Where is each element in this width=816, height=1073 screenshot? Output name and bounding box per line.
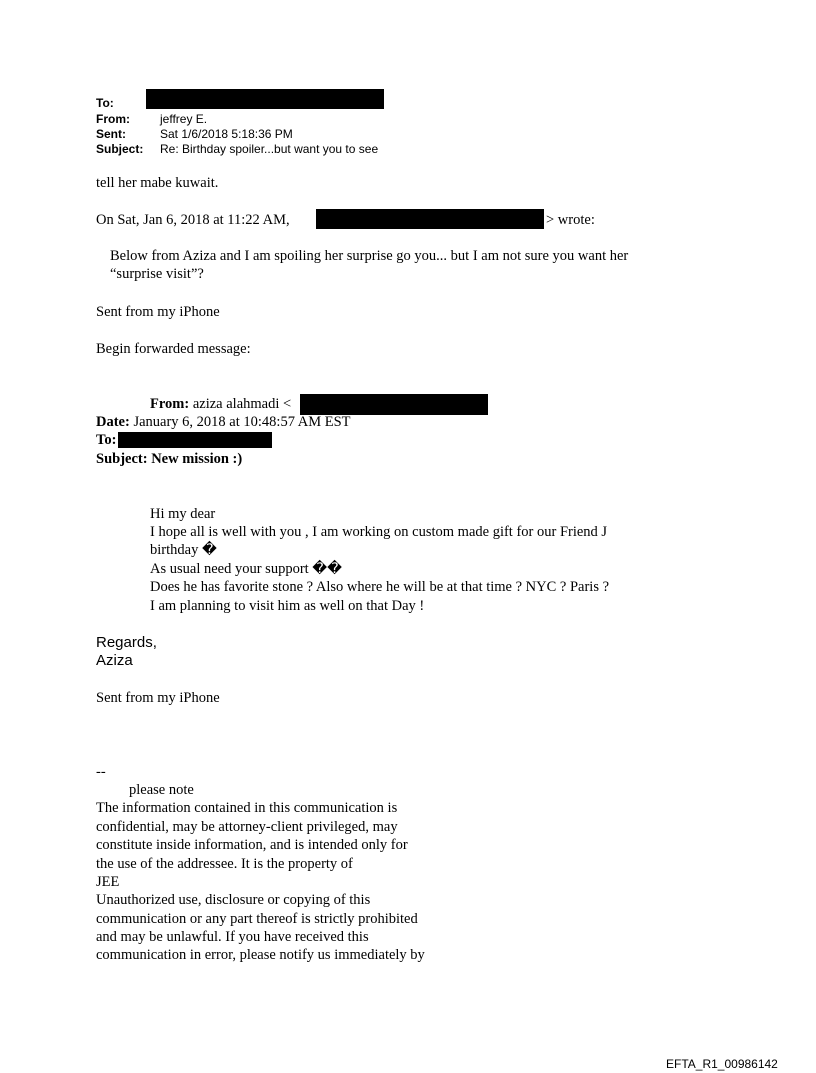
message-line: Hi my dear [150,506,216,522]
from-label: From: [96,112,130,126]
disclaimer-line: the use of the addressee. It is the property of [96,856,353,872]
fwd-from-row [150,395,291,413]
to-label: To: [96,96,114,110]
subject-value: Re: Birthday spoiler...but want you to see [160,142,379,156]
fwd-from-value: aziza alahmadi < [192,396,292,412]
regards: Regards, [96,634,157,651]
message-line: Does he has favorite stone ? Also where he will be at that time ? NYC ? Paris ? [150,579,610,595]
disclaimer-line: The information contained in this communication is [96,800,398,816]
quote-line-1: Below from Aziza and I am spoiling her surprise go you... but I am not sure you want her [110,248,629,264]
begin-forwarded: Begin forwarded message: [96,341,251,357]
disclaimer-line: communication in error, please notify us immediately by [96,947,425,963]
disclaimer-line: communication or any part thereof is strictly prohibited [96,911,418,927]
message-line: As usual need your support �� [150,561,343,577]
header-subject-row [96,142,378,156]
fwd-to-label: To: [96,432,117,448]
message-line: birthday � [150,542,217,558]
please-note: please note [129,782,194,798]
subject-label: Subject: [96,142,144,156]
fwd-to-row [96,431,116,449]
disclaimer-line: constitute inside information, and is intended only for [96,837,408,853]
fwd-subject-value: New mission :) [151,451,243,467]
fwd-from-label: From: [150,396,190,412]
quote-sent-from: Sent from my iPhone [96,304,220,320]
quote-intro-prefix: On Sat, Jan 6, 2018 at 11:22 AM, [96,212,290,228]
redaction-bar [300,394,488,415]
signature: Aziza [96,652,133,669]
redaction-bar [316,209,544,229]
quote-intro-suffix: > wrote: [546,212,595,228]
message-line: I hope all is well with you , I am working on custom made gift for our Friend J [150,524,608,540]
document-id: EFTA_R1_00986142 [666,1057,778,1071]
sent-value: Sat 1/6/2018 5:18:36 PM [160,127,293,141]
separator: -- [96,764,106,780]
redaction-bar [146,89,384,109]
message-sent-from: Sent from my iPhone [96,690,220,706]
disclaimer-line: and may be unlawful. If you have received this [96,929,369,945]
sent-label: Sent: [96,127,126,141]
message-line: I am planning to visit him as well on that Day ! [150,598,425,614]
disclaimer-line: confidential, may be attorney-client privileged, may [96,819,398,835]
reply-text: tell her mabe kuwait. [96,175,219,191]
fwd-date-label: Date: [96,414,130,430]
quote-line-2: “surprise visit”? [110,266,204,282]
fwd-date-row [96,413,351,431]
header-from-row [96,112,207,126]
fwd-subject-row [96,450,242,468]
header-sent-row [96,127,293,141]
from-value: jeffrey E. [160,112,208,126]
redaction-bar [118,432,272,448]
fwd-subject-label: Subject: [96,451,148,467]
disclaimer-line: Unauthorized use, disclosure or copying of this [96,892,371,908]
disclaimer-line: JEE [96,874,120,890]
fwd-date-value: January 6, 2018 at 10:48:57 AM EST [133,414,351,430]
